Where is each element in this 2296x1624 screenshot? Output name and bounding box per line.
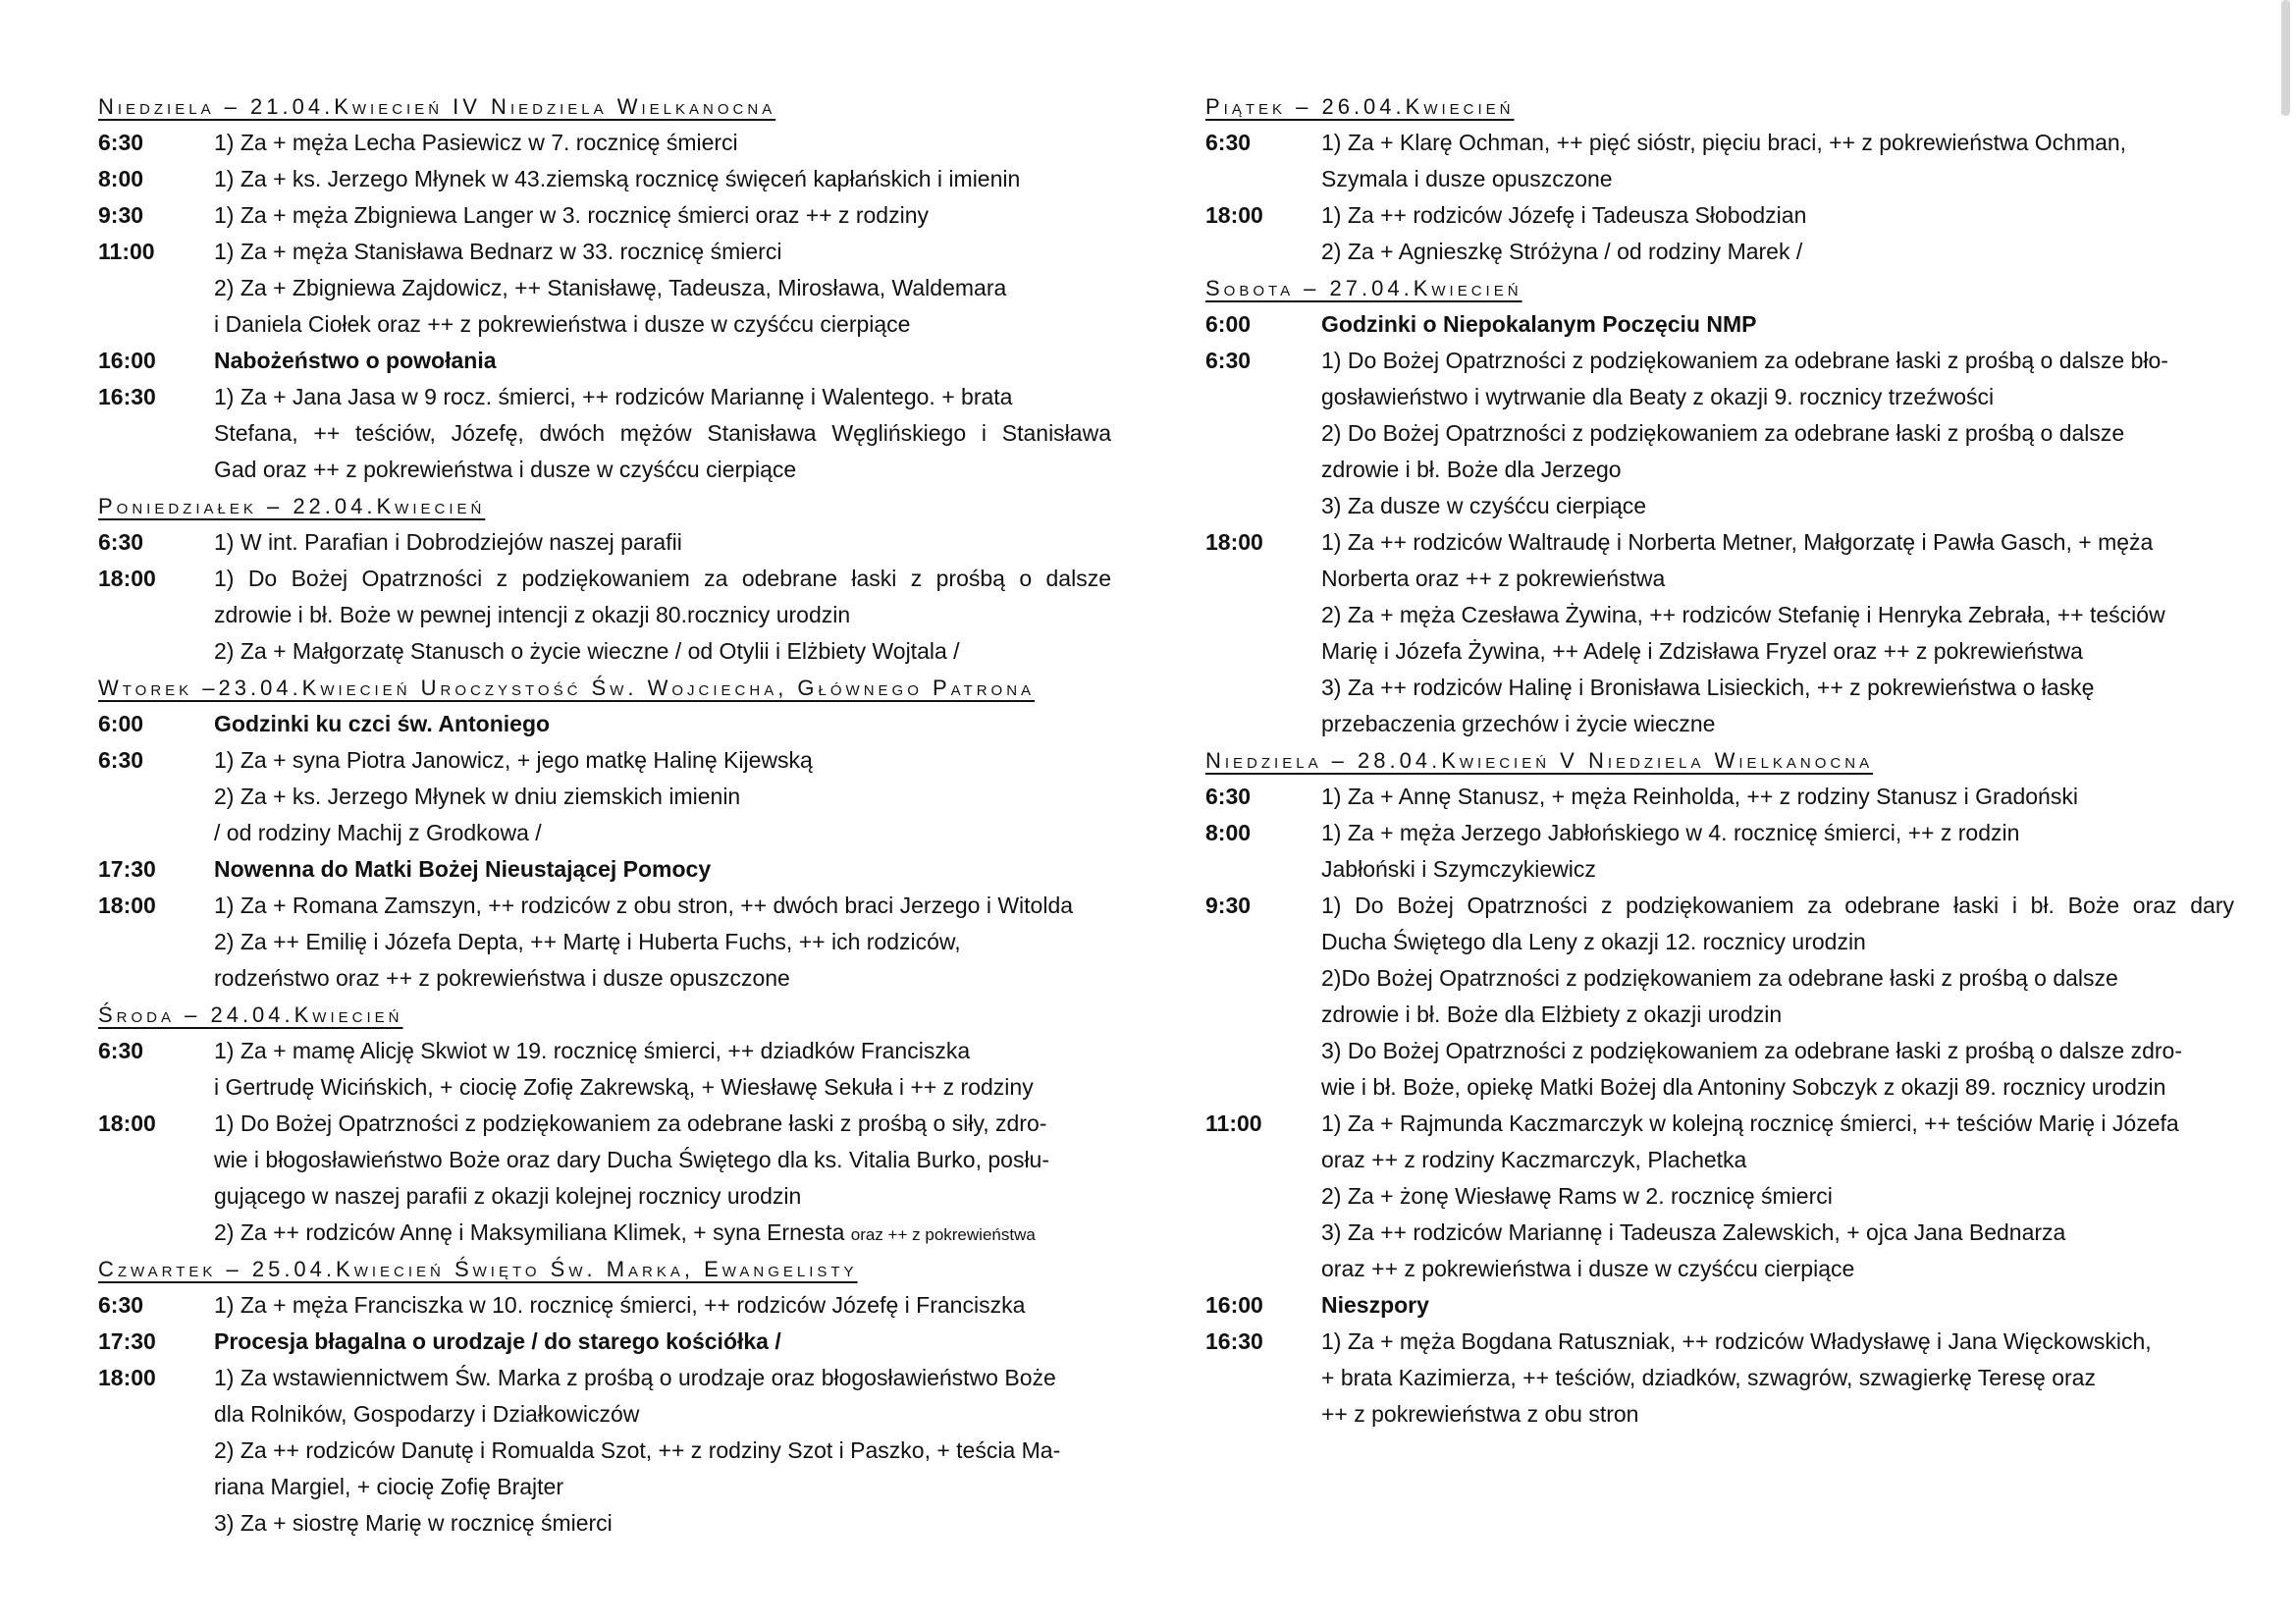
mass-time: 18:00 — [98, 1110, 156, 1136]
intention-line — [1321, 1360, 2234, 1396]
scrollbar-thumb[interactable] — [2281, 0, 2290, 116]
intention-text: 2) Za ++ Emilię i Józefa Depta, ++ Martę i Huberta Fuchs, ++ ich rodziców, — [214, 929, 961, 954]
intention-line — [1321, 524, 2234, 561]
mass-entry — [98, 851, 1111, 888]
intention-line — [1321, 197, 2234, 234]
intention-text: zdrowie i bł. Boże dla Jerzego — [1321, 457, 1622, 482]
mass-time: 17:30 — [98, 1328, 156, 1354]
intention-text: 1) Za + męża Jerzego Jabłońskiego w 4. rocznicę śmierci, ++ z rodzin — [1321, 820, 2020, 845]
mass-time: 18:00 — [1205, 529, 1263, 555]
mass-intentions — [214, 742, 1111, 851]
intention-line — [1321, 1069, 2234, 1106]
intention-text: Stefana, ++ teściów, Józefę, dwóch mężów Stanisława Węglińskiego i Stanisława — [214, 420, 1111, 446]
intention-line — [214, 706, 1111, 742]
day-heading: Poniedziałek – 22.04.Kwiecień — [98, 494, 486, 518]
mass-entry — [1205, 1324, 2234, 1433]
mass-intentions — [214, 1324, 1111, 1360]
mass-time: 8:00 — [1205, 820, 1252, 845]
intention-line — [1321, 670, 2234, 706]
intention-text: wie i błogosławieństwo Boże oraz dary Ducha Świętego dla ks. Vitalia Burko, posłu- — [214, 1147, 1050, 1172]
intention-text: rodzeństwo oraz ++ z pokrewieństwa i dusze opuszczone — [214, 965, 790, 991]
mass-time: 17:30 — [98, 856, 156, 882]
mass-entry — [1205, 197, 2234, 270]
intention-text: i Daniela Ciołek oraz ++ z pokrewieństwa i dusze w czyśćcu cierpiące — [214, 311, 911, 337]
intention-line — [1321, 234, 2234, 270]
mass-time: 6:30 — [1205, 130, 1252, 155]
mass-time: 11:00 — [1205, 1110, 1262, 1136]
mass-entry — [98, 1360, 1111, 1542]
intention-line — [1321, 1106, 2234, 1142]
intention-text: 1) Za ++ rodziców Józefę i Tadeusza Słobodzian — [1321, 202, 1807, 228]
intention-text: i Gertrudę Wicińskich, + ciocię Zofię Zakrewską, + Wiesławę Sekuła i ++ z rodziny — [214, 1074, 1034, 1100]
intention-line — [214, 1433, 1111, 1469]
intention-text: 2) Za + męża Czesława Żywina, ++ rodziców Stefanię i Henryka Zebrała, ++ teściów — [1321, 602, 2165, 627]
mass-entry — [98, 706, 1111, 742]
intention-text: oraz ++ z rodziny Kaczmarczyk, Plachetka — [1321, 1147, 1747, 1172]
mass-intentions — [214, 161, 1111, 197]
intention-text: oraz ++ z pokrewieństwa i dusze w czyśćcu cierpiące — [1321, 1256, 1855, 1281]
intention-line — [1321, 706, 2234, 742]
schedule-right-column — [1205, 88, 2234, 1433]
intention-line — [214, 1106, 1111, 1142]
mass-entry — [1205, 779, 2234, 815]
mass-time: 6:30 — [1205, 348, 1252, 373]
mass-entry — [98, 343, 1111, 379]
mass-time: 16:00 — [98, 348, 156, 373]
intention-line — [214, 197, 1111, 234]
intention-text: wie i bł. Boże, opiekę Matki Bożej dla Antoniny Sobczyk z okazji 89. rocznicy urodzin — [1321, 1074, 2166, 1100]
intention-text: 3) Za ++ rodziców Mariannę i Tadeusza Zalewskich, + ojca Jana Bednarza — [1321, 1219, 2066, 1245]
mass-intentions — [214, 125, 1111, 161]
intention-text: dla Rolników, Gospodarzy i Działkowiczów — [214, 1401, 640, 1427]
mass-time: 9:30 — [98, 202, 144, 228]
mass-entry — [1205, 815, 2234, 888]
intention-note: oraz ++ z pokrewieństwa — [850, 1225, 1036, 1244]
intention-line — [214, 1287, 1111, 1324]
intention-text: 1) Za + Klarę Ochman, ++ pięć sióstr, pięciu braci, ++ z pokrewieństwa Ochman, — [1321, 130, 2127, 155]
intention-text: Ducha Świętego dla Leny z okazji 12. rocznicy urodzin — [1321, 929, 1866, 954]
intention-line — [1321, 779, 2234, 815]
intention-line — [214, 306, 1111, 343]
mass-intentions — [1321, 125, 2234, 197]
intention-line — [214, 561, 1111, 597]
day-heading: Piątek – 26.04.Kwiecień — [1205, 94, 1515, 119]
intention-text: 3) Do Bożej Opatrzności z podziękowaniem za odebrane łaski z prośbą o dalsze zdro- — [1321, 1038, 2182, 1063]
intention-line — [214, 597, 1111, 633]
intention-line — [214, 343, 1111, 379]
intention-text: 1) Za + męża Franciszka w 10. rocznicę śmierci, ++ rodziców Józefę i Franciszka — [214, 1292, 1026, 1318]
mass-entry — [1205, 125, 2234, 197]
mass-time: 18:00 — [1205, 202, 1263, 228]
intention-text: 2) Za + ks. Jerzego Młynek w dniu ziemskich imienin — [214, 784, 741, 809]
mass-time: 16:30 — [1205, 1328, 1263, 1354]
intention-text: 1) Za + mamę Alicję Skwiot w 19. rocznicę śmierci, ++ dziadków Franciszka — [214, 1038, 971, 1063]
intention-text: Nieszpory — [1321, 1292, 1429, 1318]
mass-intentions — [214, 1287, 1111, 1324]
mass-time: 6:30 — [98, 1038, 144, 1063]
mass-intentions — [1321, 779, 2234, 815]
mass-entry — [98, 1106, 1111, 1251]
mass-entry — [98, 1324, 1111, 1360]
day-heading: Sobota – 27.04.Kwiecień — [1205, 276, 1522, 300]
intention-line — [1321, 306, 2234, 343]
intention-line — [1321, 1287, 2234, 1324]
mass-time: 6:30 — [98, 1292, 144, 1318]
mass-entry — [98, 742, 1111, 851]
schedule-left-column — [98, 88, 1111, 1542]
intention-line — [1321, 924, 2234, 960]
intention-line — [214, 1033, 1111, 1069]
intention-text: zdrowie i bł. Boże w pewnej intencji z okazji 80.rocznicy urodzin — [214, 602, 851, 627]
intention-text: Gad oraz ++ z pokrewieństwa i dusze w czyśćcu cierpiące — [214, 457, 797, 482]
mass-intentions — [1321, 1287, 2234, 1324]
mass-entry — [1205, 524, 2234, 742]
intention-text: Marię i Józefa Żywina, ++ Adelę i Zdzisława Fryzel oraz ++ z pokrewieństwa — [1321, 638, 2083, 664]
mass-entry — [98, 125, 1111, 161]
intention-text: Szymala i dusze opuszczone — [1321, 166, 1613, 191]
mass-entry — [98, 161, 1111, 197]
intention-line — [214, 1142, 1111, 1178]
intention-text: gującego w naszej parafii z okazji kolejnej rocznicy urodzin — [214, 1183, 802, 1209]
mass-time: 6:30 — [98, 529, 144, 555]
intention-line — [1321, 1396, 2234, 1433]
mass-entry — [98, 1287, 1111, 1324]
mass-intentions — [214, 343, 1111, 379]
intention-text: 1) Za + syna Piotra Janowicz, + jego matkę Halinę Kijewską — [214, 747, 813, 773]
day-heading: Środa – 24.04.Kwiecień — [98, 1002, 403, 1027]
intention-text: 2) Do Bożej Opatrzności z podziękowaniem za odebrane łaski z prośbą o dalsze — [1321, 420, 2125, 446]
mass-intentions — [214, 197, 1111, 234]
intention-text: zdrowie i bł. Boże dla Elżbiety z okazji urodzin — [1321, 1001, 1783, 1027]
intention-line — [214, 633, 1111, 670]
intention-line — [214, 1505, 1111, 1542]
intention-text: 1) Do Bożej Opatrzności z podziękowaniem za odebrane łaski z prośbą o siły, zdro- — [214, 1110, 1047, 1136]
mass-intentions — [1321, 306, 2234, 343]
intention-line — [1321, 561, 2234, 597]
intention-text: 1) Za + Romana Zamszyn, ++ rodziców z obu stron, ++ dwóch braci Jerzego i Witolda — [214, 893, 1074, 918]
intention-line — [214, 1178, 1111, 1215]
intention-text: 1) Za + Annę Stanusz, + męża Reinholda, ++ z rodziny Stanusz i Gradoński — [1321, 784, 2078, 809]
intention-text: 1) Za ++ rodziców Waltraudę i Norberta Metner, Małgorzatę i Pawła Gasch, + męża — [1321, 529, 2154, 555]
mass-entry — [98, 561, 1111, 670]
intention-text: Godzinki ku czci św. Antoniego — [214, 711, 551, 736]
mass-intentions — [214, 851, 1111, 888]
intention-line — [214, 125, 1111, 161]
intention-text: 2) Za ++ rodziców Annę i Maksymiliana Klimek, + syna Ernesta — [214, 1219, 851, 1245]
intention-line — [214, 779, 1111, 815]
intention-line — [214, 1324, 1111, 1360]
intention-line — [214, 924, 1111, 960]
intention-text: / od rodziny Machij z Grodkowa / — [214, 820, 542, 845]
intention-line — [214, 1215, 1111, 1251]
intention-text: Jabłoński i Szymczykiewicz — [1321, 856, 1596, 882]
mass-time: 18:00 — [98, 1365, 156, 1390]
mass-time: 9:30 — [1205, 893, 1252, 918]
mass-intentions — [214, 888, 1111, 997]
intention-text: 2) Za + Małgorzatę Stanusch o życie wieczne / od Otylii i Elżbiety Wojtala / — [214, 638, 960, 664]
intention-text: 1) Za + męża Zbigniewa Langer w 3. rocznicę śmierci oraz ++ z rodziny — [214, 202, 930, 228]
mass-intentions — [214, 1106, 1111, 1251]
mass-time: 8:00 — [98, 166, 144, 191]
mass-entry — [1205, 888, 2234, 1106]
intention-text: Godzinki o Niepokalanym Poczęciu NMP — [1321, 311, 1757, 337]
intention-line — [1321, 960, 2234, 997]
intention-line — [1321, 452, 2234, 488]
intention-text: 1) Za + męża Stanisława Bednarz w 33. rocznicę śmierci — [214, 239, 782, 264]
intention-text: 1) Za + męża Bogdana Ratuszniak, ++ rodziców Władysławę i Jana Więckowskich, — [1321, 1328, 2152, 1354]
intention-line — [214, 1396, 1111, 1433]
mass-time: 18:00 — [98, 893, 156, 918]
mass-time: 6:00 — [1205, 311, 1252, 337]
intention-line — [214, 1360, 1111, 1396]
intention-line — [1321, 343, 2234, 379]
mass-time: 18:00 — [98, 566, 156, 591]
intention-line — [214, 742, 1111, 779]
mass-intentions — [1321, 1324, 2234, 1433]
intention-line — [214, 452, 1111, 488]
mass-time: 16:30 — [98, 384, 156, 409]
day-heading: Niedziela – 21.04.Kwiecień IV Niedziela Wielkanocna — [98, 94, 776, 119]
mass-time: 6:00 — [98, 711, 144, 736]
intention-text: 2) Za + żonę Wiesławę Rams w 2. rocznicę śmierci — [1321, 1183, 1833, 1209]
intention-text: ++ z pokrewieństwa z obu stron — [1321, 1401, 1639, 1427]
intention-line — [214, 270, 1111, 306]
intention-line — [1321, 815, 2234, 851]
mass-intentions — [1321, 888, 2234, 1106]
intention-text: Nowenna do Matki Bożej Nieustającej Pomocy — [214, 856, 712, 882]
intention-line — [1321, 1142, 2234, 1178]
intention-line — [1321, 997, 2234, 1033]
intention-text: 1) Za + ks. Jerzego Młynek w 43.ziemską rocznicę święceń kapłańskich i imienin — [214, 166, 1021, 191]
mass-entry — [1205, 1287, 2234, 1324]
mass-intentions — [214, 379, 1111, 488]
day-heading: Wtorek –23.04.Kwiecień Uroczystość Św. Wojciecha, Głównego Patrona — [98, 676, 1036, 700]
intention-line — [1321, 1251, 2234, 1287]
mass-time: 6:30 — [98, 747, 144, 773]
intention-text: 1) Za wstawiennictwem Św. Marka z prośbą o urodzaje oraz błogosławieństwo Boże — [214, 1365, 1056, 1390]
intention-line — [1321, 633, 2234, 670]
day-heading: Czwartek – 25.04.Kwiecień Święto Św. Marka, Ewangelisty — [98, 1257, 858, 1281]
intention-text: 1) Do Bożej Opatrzności z podziękowaniem za odebrane łaski z prośbą o dalsze bło- — [1321, 348, 2168, 373]
intention-text: 1) Za + Jana Jasa w 9 rocz. śmierci, ++ rodziców Mariannę i Walentego. + brata — [214, 384, 1013, 409]
mass-entry — [1205, 343, 2234, 524]
intention-line — [1321, 488, 2234, 524]
intention-line — [214, 379, 1111, 415]
intention-line — [1321, 379, 2234, 415]
mass-intentions — [1321, 524, 2234, 742]
intention-text: 3) Za ++ rodziców Halinę i Bronisława Lisieckich, ++ z pokrewieństwa o łaskę — [1321, 675, 2095, 700]
intention-line — [214, 888, 1111, 924]
mass-time: 11:00 — [98, 239, 155, 264]
intention-text: 1) Za + Rajmunda Kaczmarczyk w kolejną rocznicę śmierci, ++ teściów Marię i Józefa — [1321, 1110, 2179, 1136]
mass-entry — [98, 524, 1111, 561]
mass-time: 6:30 — [98, 130, 144, 155]
intention-text: 2)Do Bożej Opatrzności z podziękowaniem za odebrane łaski z prośbą o dalsze — [1321, 965, 2118, 991]
mass-intentions — [214, 1360, 1111, 1542]
mass-time: 16:00 — [1205, 1292, 1263, 1318]
intention-line — [1321, 597, 2234, 633]
intention-line — [214, 161, 1111, 197]
intention-text: 2) Za ++ rodziców Danutę i Romualda Szot, ++ z rodziny Szot i Paszko, + teścia Ma- — [214, 1437, 1061, 1463]
mass-intentions — [1321, 343, 2234, 524]
intention-line — [1321, 851, 2234, 888]
intention-text: Norberta oraz ++ z pokrewieństwa — [1321, 566, 1666, 591]
mass-intentions — [214, 561, 1111, 670]
intention-line — [1321, 415, 2234, 452]
intention-text: 1) Do Bożej Opatrzności z podziękowaniem za odebrane łaski z prośbą o dalsze — [214, 566, 1111, 591]
intention-text: riana Margiel, + ciocię Zofię Brajter — [214, 1474, 564, 1499]
mass-intentions — [214, 234, 1111, 343]
intention-text: 1) Do Bożej Opatrzności z podziękowaniem za odebrane łaski i bł. Boże oraz dary — [1321, 893, 2234, 918]
mass-intentions — [214, 524, 1111, 561]
mass-entry — [1205, 1106, 2234, 1287]
intention-line — [214, 960, 1111, 997]
intention-line — [1321, 1033, 2234, 1069]
intention-text: Procesja błagalna o urodzaje / do starego kościółka / — [214, 1328, 781, 1354]
intention-text: gosławieństwo i wytrwanie dla Beaty z okazji 9. rocznicy trzeźwości — [1321, 384, 1995, 409]
intention-text: 2) Za + Zbigniewa Zajdowicz, ++ Stanisławę, Tadeusza, Mirosława, Waldemara — [214, 275, 1007, 300]
mass-intentions — [214, 1033, 1111, 1106]
intention-text: 1) W int. Parafian i Dobrodziejów naszej parafii — [214, 529, 682, 555]
intention-line — [214, 415, 1111, 452]
intention-line — [214, 1469, 1111, 1505]
intention-line — [214, 234, 1111, 270]
mass-entry — [98, 379, 1111, 488]
mass-intentions — [1321, 1106, 2234, 1287]
mass-intentions — [1321, 197, 2234, 270]
intention-text: 3) Za dusze w czyśćcu cierpiące — [1321, 493, 1647, 518]
mass-entry — [98, 1033, 1111, 1106]
intention-text: przebaczenia grzechów i życie wieczne — [1321, 711, 1716, 736]
intention-line — [1321, 1215, 2234, 1251]
intention-line — [1321, 1324, 2234, 1360]
day-heading: Niedziela – 28.04.Kwiecień V Niedziela Wielkanocna — [1205, 748, 1874, 773]
intention-text: + brata Kazimierza, ++ teściów, dziadków, szwagrów, szwagierkę Teresę oraz — [1321, 1365, 2096, 1390]
intention-line — [214, 524, 1111, 561]
mass-entry — [98, 234, 1111, 343]
mass-entry — [1205, 306, 2234, 343]
intention-text: 3) Za + siostrę Marię w rocznicę śmierci — [214, 1510, 613, 1536]
intention-line — [214, 815, 1111, 851]
intention-line — [1321, 888, 2234, 924]
intention-text: 2) Za + Agnieszkę Stróżyna / od rodziny Marek / — [1321, 239, 1803, 264]
intention-line — [1321, 1178, 2234, 1215]
intention-line — [1321, 125, 2234, 161]
intention-text: Nabożeństwo o powołania — [214, 348, 497, 373]
intention-line — [1321, 161, 2234, 197]
mass-time: 6:30 — [1205, 784, 1252, 809]
mass-intentions — [214, 706, 1111, 742]
mass-entry — [98, 888, 1111, 997]
mass-intentions — [1321, 815, 2234, 888]
intention-line — [214, 1069, 1111, 1106]
mass-entry — [98, 197, 1111, 234]
intention-line — [214, 851, 1111, 888]
intention-text: 1) Za + męża Lecha Pasiewicz w 7. rocznicę śmierci — [214, 130, 738, 155]
